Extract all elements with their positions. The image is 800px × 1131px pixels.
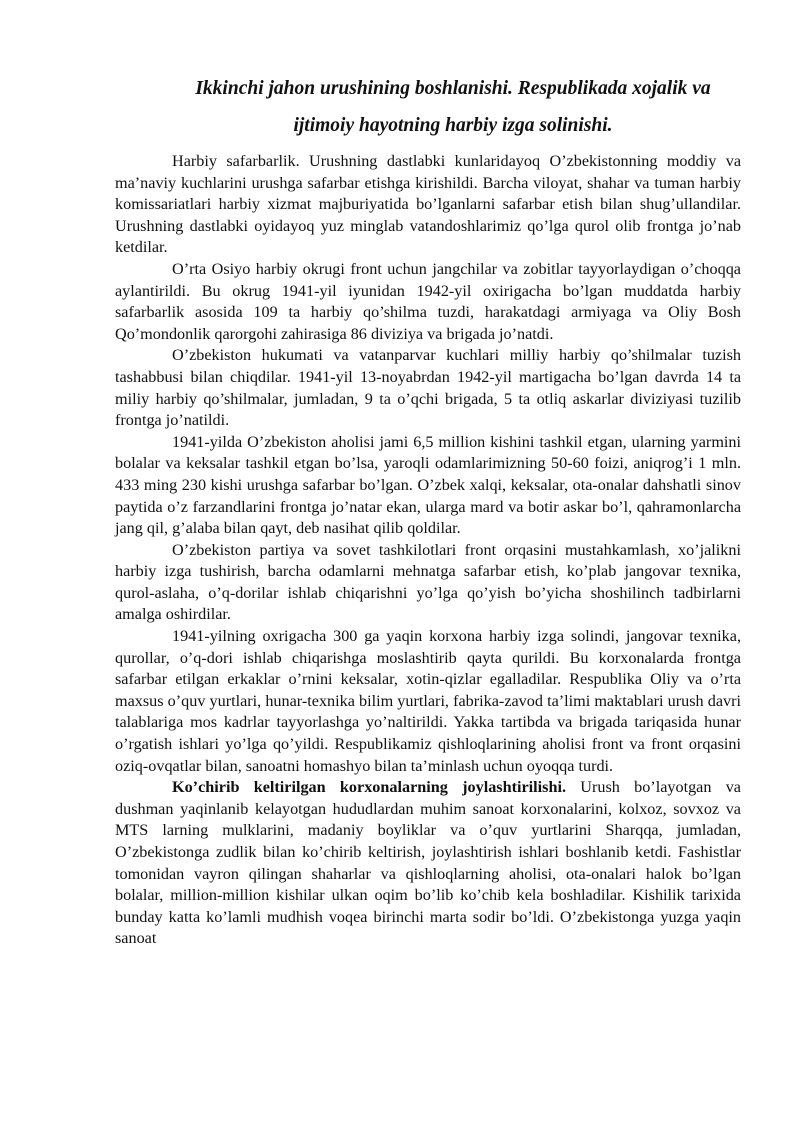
document-title	[115, 70, 741, 144]
paragraph-harbiy-safarbarlik	[115, 151, 741, 259]
paragraph-korxonalar-harbiy-iz	[115, 626, 741, 777]
title-line-1: Ikkinchi jahon urushining boshlanishi. Respublikada xojalik va	[195, 78, 711, 99]
paragraph-text: O’zbekiston hukumati va vatanparvar kuchlari milliy harbiy qo’shilmalar tuzish tashabbusi bilan chiqdilar. 1941-yil 13-noyabrdan 1942-yil martigacha bo’lgan davrda 14 ta miliy harbiy qo’shilmalar, jumladan, 9 ta o’qchi brigada, 5 ta otliq askarlar diviziyasi tuzilib frontga jo’natildi.	[115, 346, 741, 430]
paragraph-text: O’rta Osiyo harbiy okrugi front uchun jangchilar va zobitlar tayyorlaydigan o’choqqa aylantirildi. Bu okrug 1941-yil iyunidan 1942-yil oxirigacha bo’lgan muddatda harbiy safarbarlik asosida 109 ta harbiy qo’shilma tuzdi, harakatdagi armiyaga va Oliy Bosh Qo’mondonlik qarorgohi zahirasiga 86 diviziya va brigada jo’natdi.	[115, 259, 741, 343]
paragraph-text: 1941-yilda O’zbekiston aholisi jami 6,5 million kishini tashkil etgan, ularning yarmini bolalar va keksalar tashkil etgan bo’lsa, yaroqli odamlarimizning 50-60 foizi, aniqrog’i 1 mln. 433 ming 230 kishi urushga safarbar bo’lgan. O’zbek xalqi, keksalar, ota-onalar dahshatli sinov paytida o’z farzandlarini frontga jo’natar ekan, ularga mard va botir askar bo’l, qahramonlarcha jang qil, g’alaba bilan qayt, deb nasihat qilib qoldilar.	[115, 432, 741, 538]
section-heading-inline: Ko’chirib keltirilgan korxonalarning joylashtirilishi.	[172, 778, 567, 797]
paragraph-text: O’zbekiston partiya va sovet tashkilotlari front orqasini mustahkamlash, xo’jalikni harbiy izga tushirish, barcha odamlarni mehnatga safarbar etish, ko’plab jangovar texnika, qurol-aslaha, o’q-dorilar ishlab chiqarishni yo’lga qo’yish bo’yicha shoshilinch tadbirlarni amalga oshirdilar.	[115, 540, 741, 624]
document-page	[115, 70, 741, 950]
paragraph-text: Urush bo’layotgan va dushman yaqinlanib kelayotgan hududlardan muhim sanoat korxonalarini, kolxoz, sovxoz va MTS larning mulklarini, madaniy boyliklar va o’quv yurtlarini Sharqqa, jumladan, O’zbekistonga zudlik bilan ko’chirib keltirish, joylashtirish ishlari boshlanib ketdi. Fashistlar tomonidan vayron qilingan shaharlar va qishloqlarning aholisi, ota-onalari halok bo’lgan bolalar, million-million kishilar ulkan oqim bo’lib ko’chib kela boshladilar. Kishilik tarixida bunday katta ko’lamli mudhish voqea birinchi marta sodir bo’ldi. O’zbekistonga yuzga yaqin sanoat	[115, 778, 741, 948]
paragraph-partiya-tashkilotlari	[115, 540, 741, 626]
paragraph-text: 1941-yilning oxrigacha 300 ga yaqin korxona harbiy izga solindi, jangovar texnika, qurollar, o’q-dori ishlab chiqarishga moslashtirib qayta qurildi. Bu korxonalarda frontga safarbar etilgan erkaklar o’rnini keksalar, xotin-qizlar egalladilar. Respublika Oliy va o’rta maxsus o’quv yurtlari, hunar-texnika bilim yurtlari, fabrika-zavod ta’limi maktablari urush davri talablariga mos kadrlar tayyorlashga yo’naltirildi. Yakka tartibda va brigada tariqasida hunar o’rgatish ishlari yo’lga qo’yildi. Respublikamiz qishloqlarining aholisi front va front orqasini oziq-ovqatlar bilan, sanoatni homashyo bilan ta’minlash uchun oyoqqa turdi.	[115, 627, 741, 775]
paragraph-aholi-safarbarligi	[115, 432, 741, 540]
paragraph-kochirib-keltirilgan	[115, 777, 741, 950]
paragraph-orta-osiyo-okrugi	[115, 259, 741, 345]
paragraph-milliy-qoshilmalar	[115, 345, 741, 431]
title-line-2: ijtimoiy hayotning harbiy izga solinishi.	[293, 115, 613, 136]
paragraph-text: Harbiy safarbarlik. Urushning dastlabki kunlaridayoq O’zbekistonning moddiy va ma’naviy kuchlarini urushga safarbar etishga kirishildi. Barcha viloyat, shahar va tuman harbiy komissariatlari harbiy xizmat majburiyatida bo’lganlarni safarbar etish bilan shug’ullandilar. Urushning dastlabki oyidayoq yuz minglab vatandoshlarimiz qo’lga qurol olib frontga jo’nab ketdilar.	[115, 152, 741, 257]
